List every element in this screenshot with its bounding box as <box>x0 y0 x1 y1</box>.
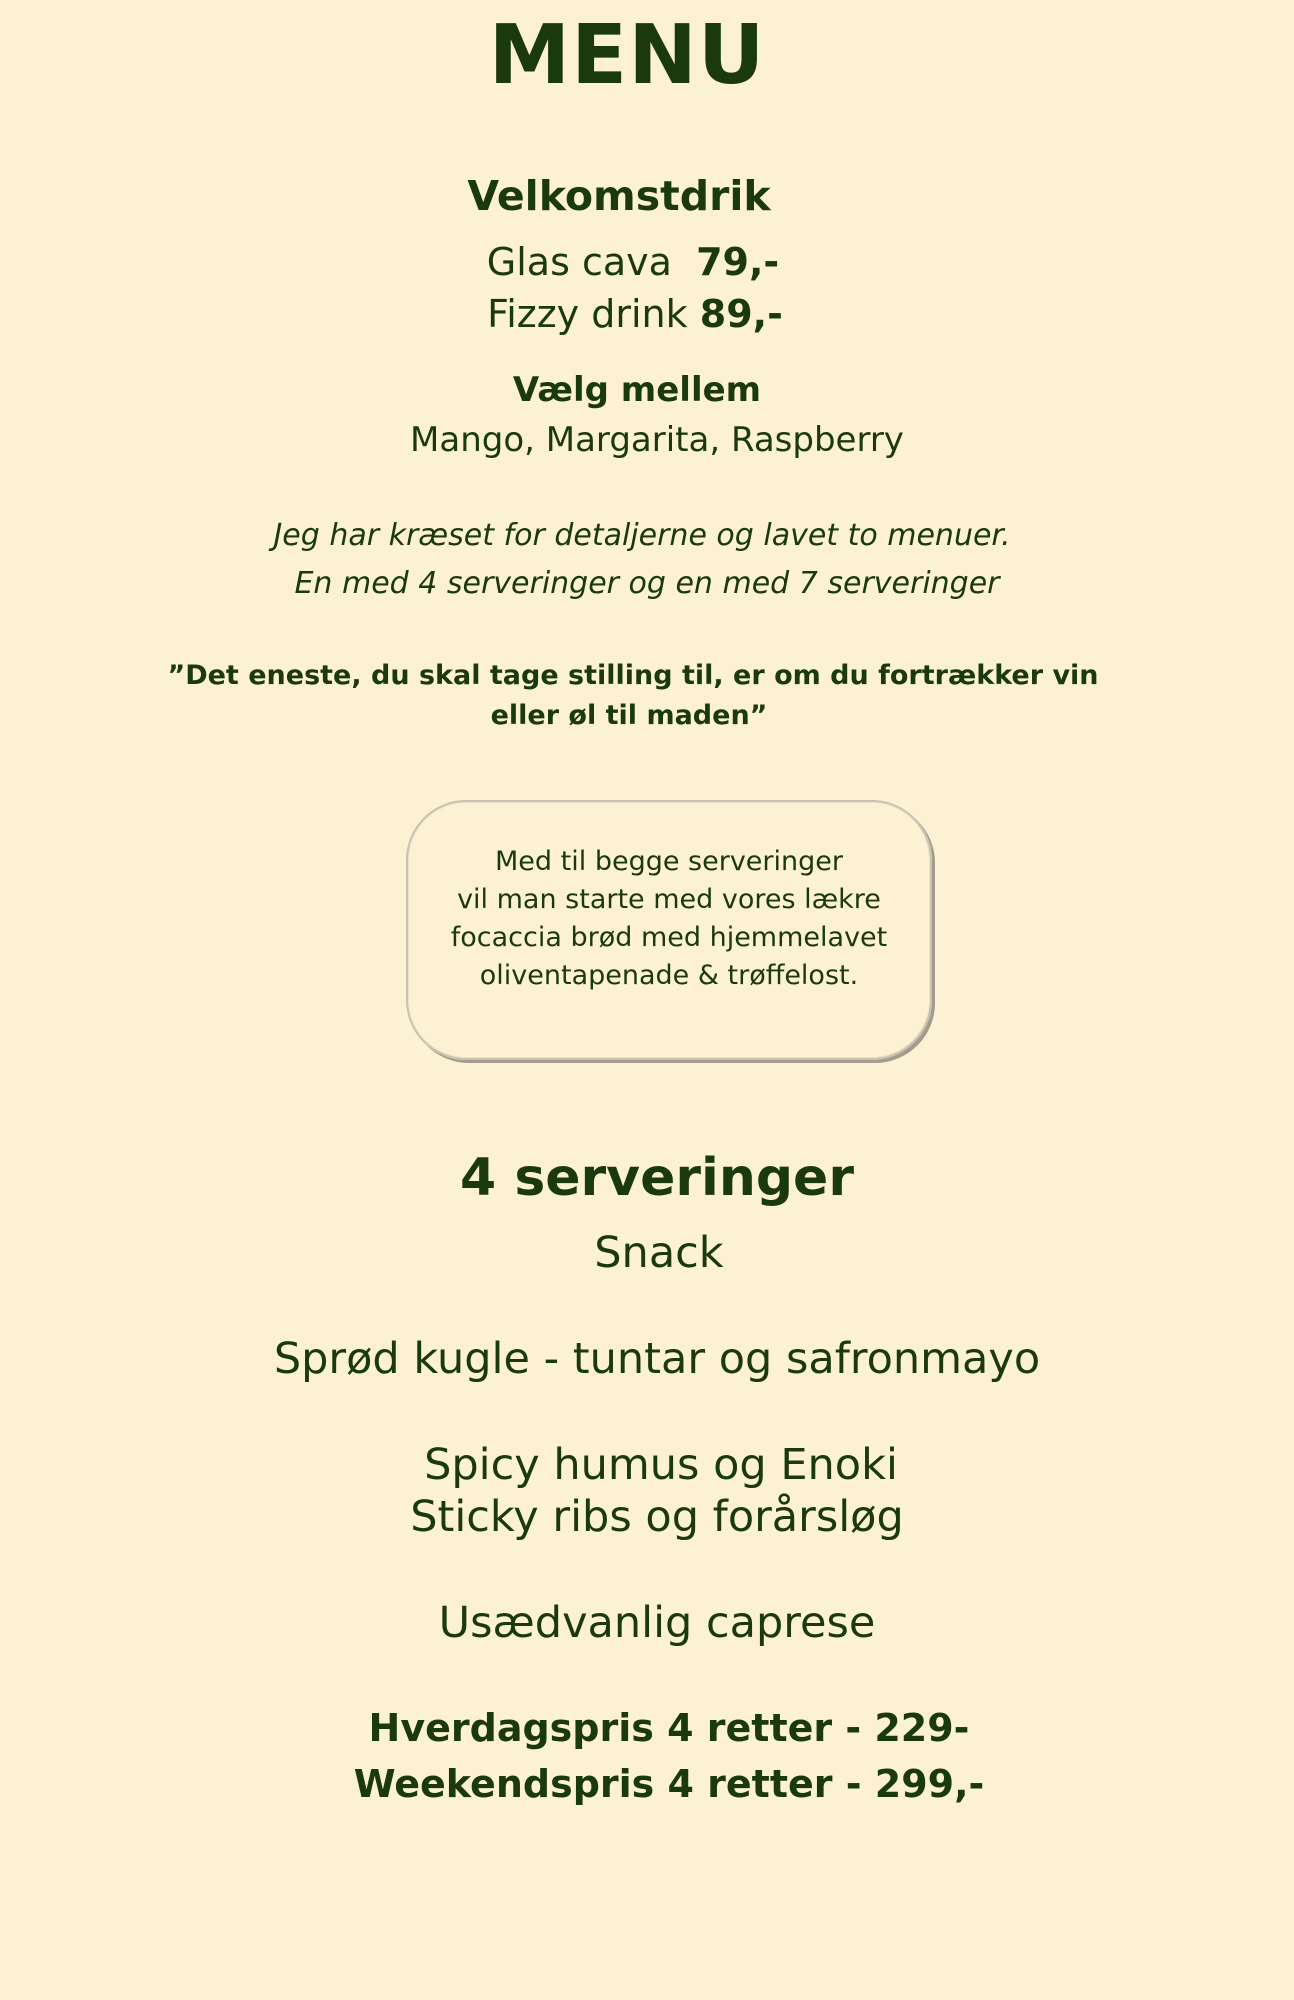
bread-info-line: oliventapenade & trøffelost. <box>479 960 859 991</box>
course-item: Snack <box>594 1228 724 1278</box>
bread-info-box <box>406 800 932 1060</box>
course-item: Sprød kugle - tuntar og safronmayo <box>273 1334 1041 1384</box>
drink-row <box>0 292 1282 336</box>
course-item: Sticky ribs og forårsløg <box>410 1492 904 1542</box>
drink-price: 89,- <box>699 292 783 336</box>
weekend-price: Weekendspris 4 retter - 299,- <box>353 1762 985 1806</box>
course-item: Usædvanlig caprese <box>438 1598 876 1648</box>
welcome-drink-heading: Velkomstdrik <box>467 172 771 220</box>
weekday-price: Hverdagspris 4 retter - 229- <box>368 1706 970 1750</box>
choose-heading: Vælg mellem <box>512 370 762 410</box>
drink-name: Fizzy drink <box>487 292 688 336</box>
bread-info-line: focaccia brød med hjemmelavet <box>450 922 888 953</box>
menu-title: MENU <box>488 8 766 103</box>
drink-row <box>0 240 1280 284</box>
quote-line: eller øl til maden” <box>490 700 768 731</box>
intro-line: En med 4 serveringer og en med 7 serveringer <box>294 566 1000 601</box>
course-item: Spicy humus og Enoki <box>424 1440 898 1490</box>
intro-line: Jeg har kræset for detaljerne og lavet to menuer. <box>273 518 1011 553</box>
drink-price: 79,- <box>696 240 780 284</box>
bread-info-line: vil man starte med vores lækre <box>457 884 881 915</box>
choose-options: Mango, Margarita, Raspberry <box>410 420 904 460</box>
menu-4-heading: 4 serveringer <box>460 1148 854 1208</box>
quote-line: ”Det eneste, du skal tage stilling til, er om du fortrækker vin <box>167 660 1099 691</box>
bread-info-line: Med til begge serveringer <box>495 846 843 877</box>
drink-name: Glas cava <box>486 240 672 284</box>
